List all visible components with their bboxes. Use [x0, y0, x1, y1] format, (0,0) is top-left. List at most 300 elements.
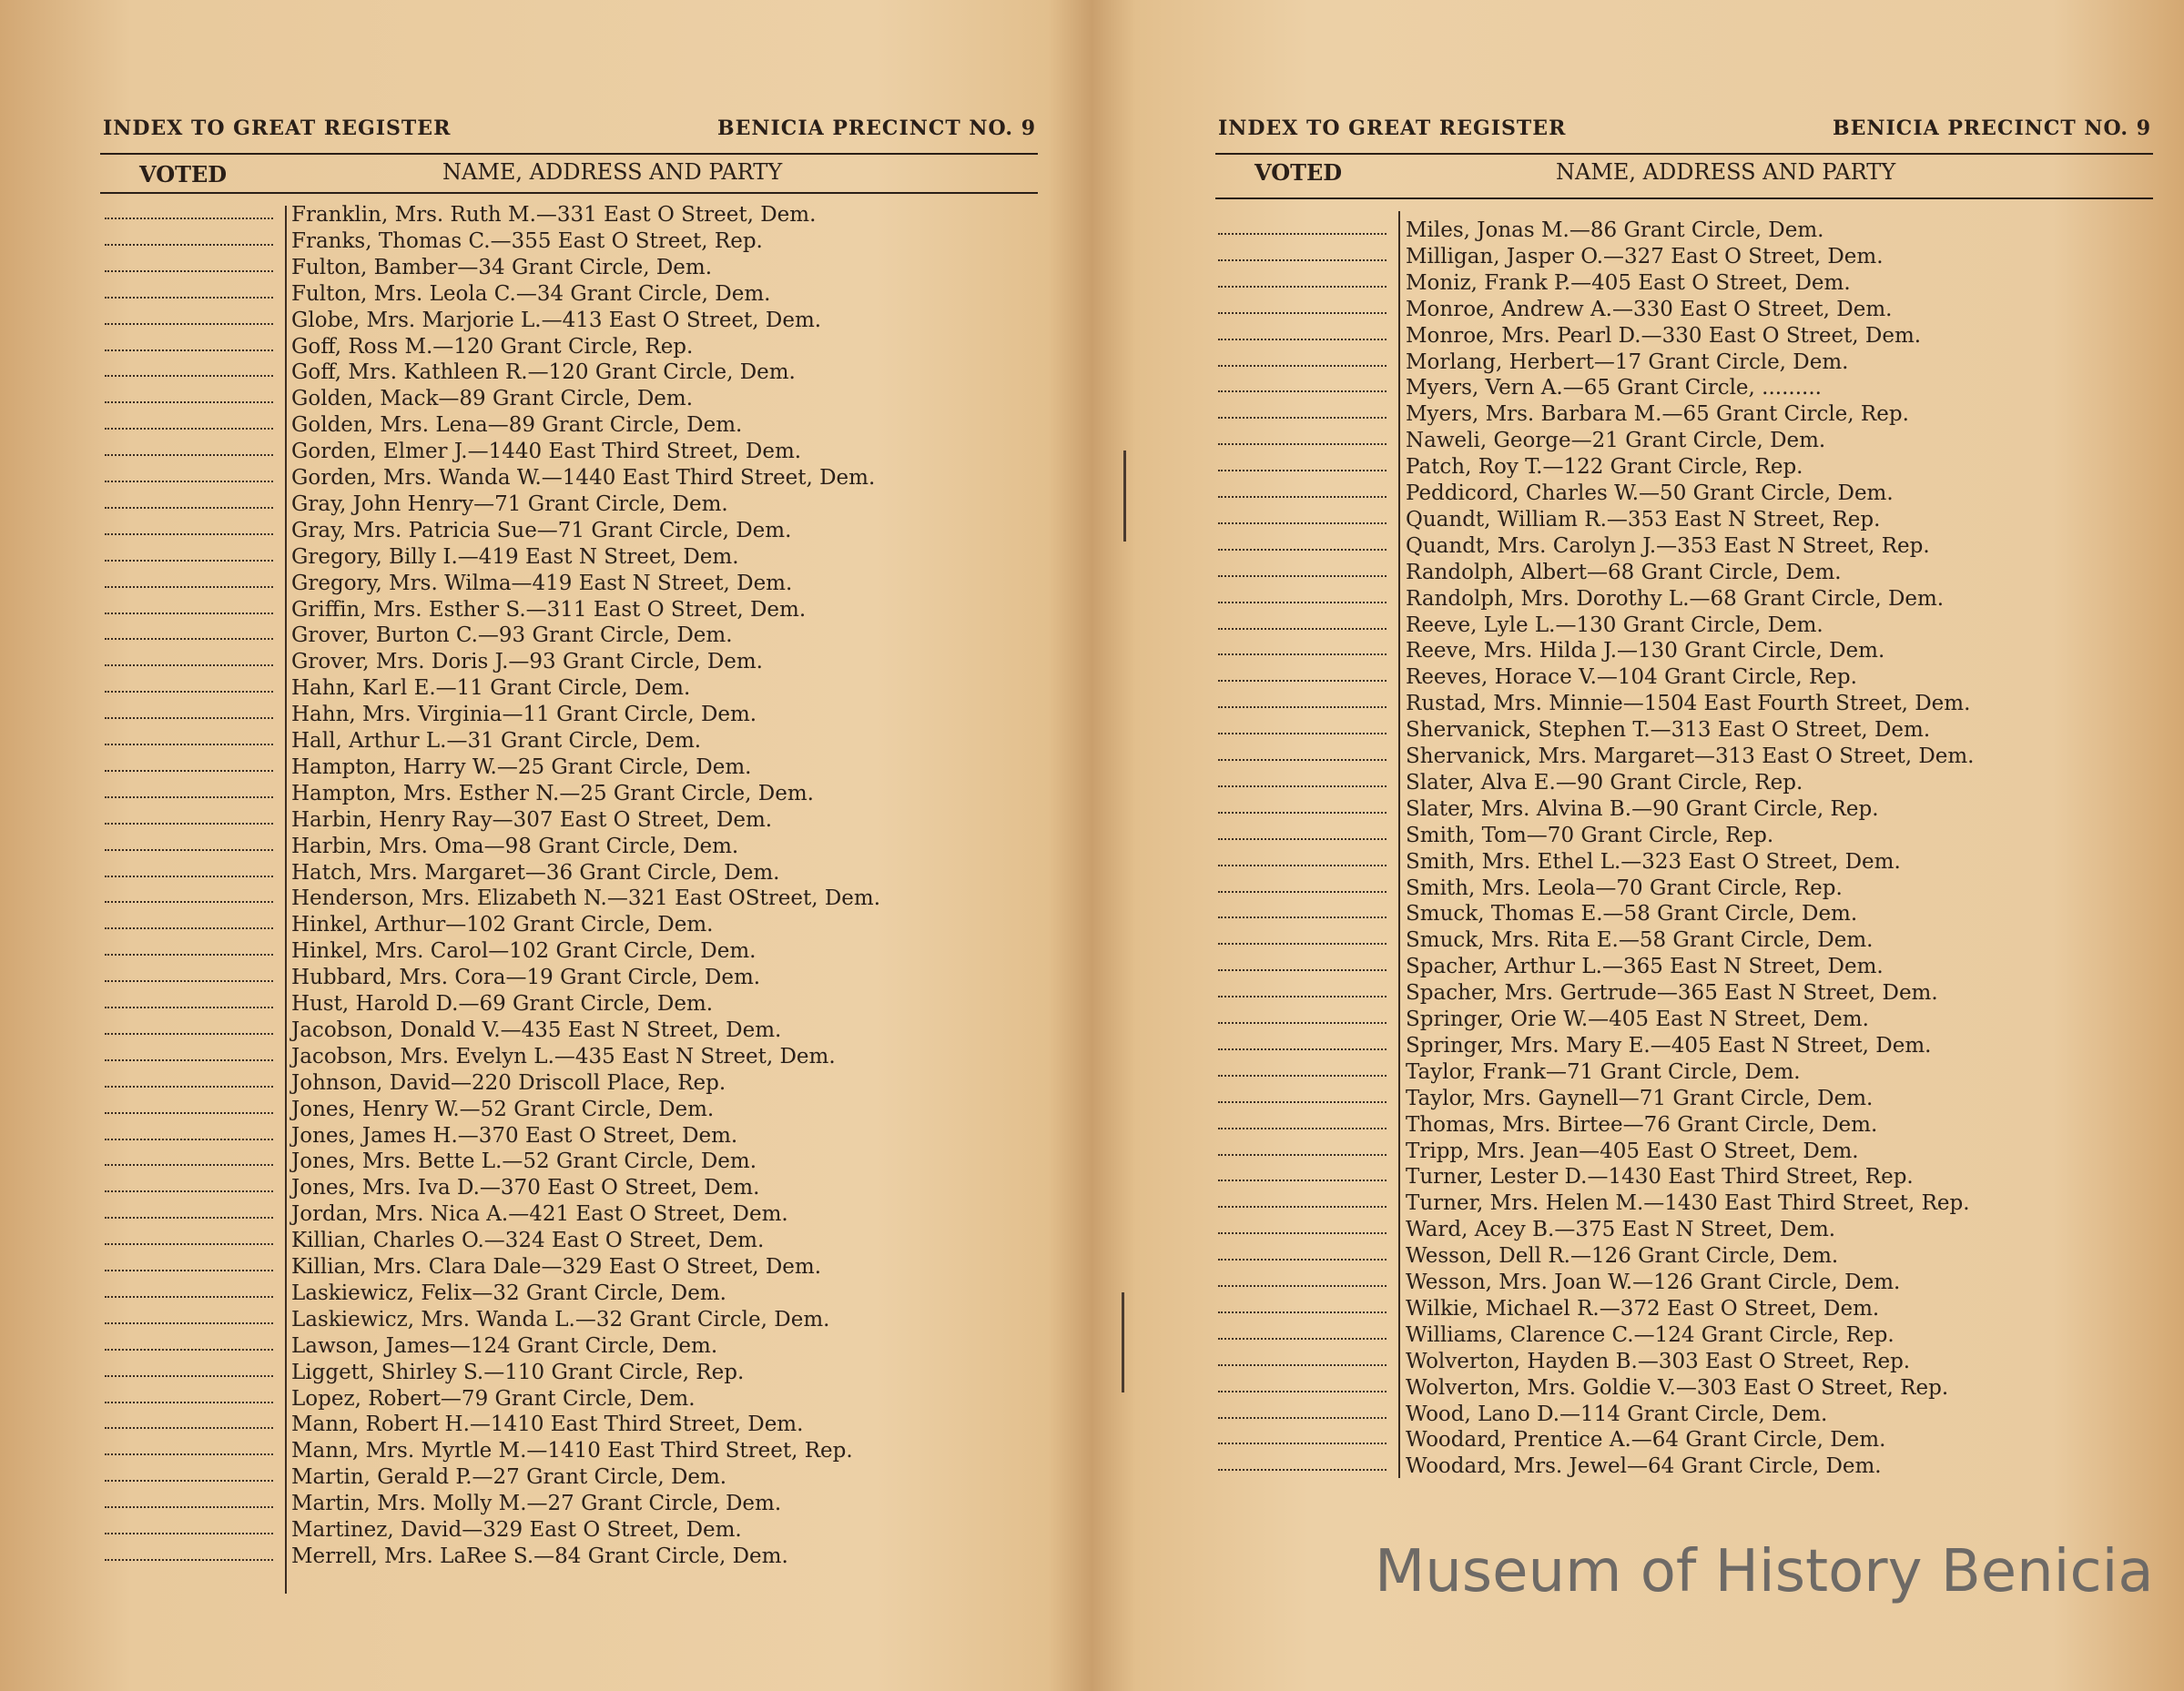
list-item: [1092, 560, 1912, 586]
voted-checkline: [1218, 1048, 1387, 1050]
voted-checkline: [1218, 1391, 1387, 1392]
right-page: [1092, 0, 2184, 1691]
voted-checkline: [1218, 549, 1387, 551]
voter-entry: Milligan, Jasper O.—327 East O Street, Dem.: [1406, 244, 1884, 268]
voted-checkline: [105, 1217, 273, 1219]
list-item: [0, 1360, 819, 1386]
voter-entry: Morlang, Herbert—17 Grant Circle, Dem.: [1406, 349, 1849, 374]
voter-entry: Wolverton, Hayden B.—303 East O Street, Rep.: [1406, 1349, 1911, 1373]
voted-checkline: [1218, 1206, 1387, 1208]
voted-checkline: [105, 1243, 273, 1245]
voted-checkline: [105, 823, 273, 825]
list-item: [1092, 297, 1912, 323]
list-item: [0, 1018, 819, 1044]
voter-entry: Hahn, Karl E.—11 Grant Circle, Dem.: [291, 676, 691, 701]
voted-checkline: [1218, 339, 1387, 340]
voted-checkline: [105, 638, 273, 640]
voter-entry: Randolph, Albert—68 Grant Circle, Dem.: [1406, 560, 1842, 584]
voter-entry: Martinez, David—329 East O Street, Dem.: [291, 1518, 742, 1542]
list-item: [0, 1333, 819, 1360]
list-item: [0, 1254, 822, 1281]
voted-checkline: [1218, 259, 1387, 261]
list-item: [0, 202, 819, 228]
binding-stitch-bottom: [1122, 1292, 1124, 1392]
voter-entry: Reeves, Horace V.—104 Grant Circle, Rep.: [1406, 665, 1857, 690]
voted-checkline: [105, 770, 273, 772]
voted-checkline: [105, 1349, 273, 1351]
voter-entry: Globe, Mrs. Marjorie L.—413 East O Street, Dem.: [291, 308, 822, 332]
voted-checkline: [105, 1112, 273, 1114]
voter-entry: Gray, John Henry—71 Grant Circle, Dem.: [291, 491, 728, 516]
voter-entry: Thomas, Mrs. Birtee—76 Grant Circle, Dem.: [1406, 1112, 1878, 1137]
list-item: [1092, 507, 1912, 533]
voted-checkline: [1218, 1417, 1387, 1419]
voter-entry: Martin, Gerald P.—27 Grant Circle, Dem.: [291, 1465, 727, 1490]
list-item: [0, 781, 819, 807]
voter-entry: Martin, Mrs. Molly M.—27 Grant Circle, Dem.: [291, 1492, 782, 1516]
list-item: [1092, 1059, 1912, 1086]
voter-entry: Taylor, Frank—71 Grant Circle, Dem.: [1406, 1059, 1801, 1084]
list-item: [0, 649, 819, 675]
voted-checkline: [105, 401, 273, 403]
voted-checkline: [1218, 496, 1387, 498]
voted-checkline: [105, 1190, 273, 1192]
list-item: [0, 1044, 836, 1070]
list-item: [0, 912, 819, 938]
voter-entry: Hatch, Mrs. Margaret—36 Grant Circle, Dem.: [291, 860, 780, 885]
voted-checkline: [1218, 996, 1387, 997]
list-item: [1092, 1427, 1912, 1453]
voted-checkline: [1218, 653, 1387, 655]
voter-entry: Johnson, David—220 Driscoll Place, Rep.: [291, 1070, 726, 1095]
voted-checkline: [105, 1139, 273, 1140]
voted-checkline: [1218, 759, 1387, 761]
list-item: [1092, 428, 1912, 454]
left-header-precinct: BENICIA PRECINCT NO. 9: [717, 116, 1036, 140]
voted-checkline: [105, 691, 273, 693]
right-colhead-rule: [1215, 197, 2153, 199]
voter-entry: Woodard, Prentice A.—64 Grant Circle, Dem.: [1406, 1428, 1886, 1453]
voted-checkline: [105, 1533, 273, 1534]
voter-entry: Smith, Mrs. Ethel L.—323 East O Street, Dem.: [1406, 849, 1901, 874]
list-item: [0, 1307, 830, 1333]
voted-checkline: [1218, 838, 1387, 840]
voted-checkline: [105, 1007, 273, 1008]
voter-entry: Hampton, Harry W.—25 Grant Circle, Dem.: [291, 754, 752, 779]
voted-checkline: [105, 560, 273, 562]
voter-entry: Hust, Harold D.—69 Grant Circle, Dem.: [291, 992, 714, 1016]
voted-checkline: [1218, 865, 1387, 866]
voter-entry: Grover, Burton C.—93 Grant Circle, Dem.: [291, 623, 733, 648]
voter-entry: Harbin, Henry Ray—307 East O Street, Dem.: [291, 807, 773, 832]
list-item: [0, 1438, 853, 1464]
voter-entry: Hinkel, Mrs. Carol—102 Grant Circle, Dem.: [291, 939, 757, 964]
list-item: [1092, 401, 1912, 428]
list-item: [1092, 744, 1975, 770]
list-item: [0, 675, 819, 702]
voted-checkline: [105, 901, 273, 903]
voted-checkline: [105, 270, 273, 272]
voted-checkline: [105, 1164, 273, 1166]
left-header-rule: [100, 153, 1038, 155]
voter-entry: Franks, Thomas C.—355 East O Street, Rep.: [291, 228, 763, 253]
voted-checkline: [1218, 1180, 1387, 1181]
voted-checkline: [105, 297, 273, 299]
list-item: [1092, 1086, 1912, 1112]
list-item: [0, 412, 819, 439]
list-item: [1092, 638, 1912, 664]
voter-entry: Hampton, Mrs. Esther N.—25 Grant Circle, Dem.: [291, 781, 814, 805]
right-col-voted: VOTED: [1255, 159, 1343, 186]
list-item: [0, 1149, 819, 1175]
voter-entry: Fulton, Bamber—34 Grant Circle, Dem.: [291, 255, 713, 279]
voter-entry: Randolph, Mrs. Dorothy L.—68 Grant Circle, Dem.: [1406, 586, 1945, 611]
voter-entry: Hinkel, Arthur—102 Grant Circle, Dem.: [291, 913, 714, 937]
list-item: [0, 834, 819, 860]
voted-checkline: [105, 613, 273, 614]
voted-checkline: [1218, 1154, 1387, 1156]
voter-entry: Monroe, Mrs. Pearl D.—330 East O Street, Dem.: [1406, 323, 1922, 348]
list-item: [1092, 717, 1931, 744]
voter-entry: Mann, Robert H.—1410 East Third Street, Dem.: [291, 1413, 804, 1437]
voter-entry: Turner, Mrs. Helen M.—1430 East Third Street, Rep.: [1406, 1191, 1970, 1216]
voter-entry: Taylor, Mrs. Gaynell—71 Grant Circle, Dem.: [1406, 1086, 1874, 1110]
voted-checkline: [1218, 522, 1387, 524]
list-item: [1092, 1453, 1912, 1480]
list-item: [0, 1123, 819, 1149]
left-colhead-rule: [100, 192, 1038, 194]
list-item: [0, 991, 819, 1018]
voted-checkline: [1218, 575, 1387, 577]
voter-entry: Laskiewicz, Mrs. Wanda L.—32 Grant Circle, Dem.: [291, 1307, 830, 1332]
list-item: [0, 439, 819, 465]
list-item: [1092, 1243, 1912, 1270]
voted-checkline: [1218, 1285, 1387, 1287]
list-item: [0, 1517, 819, 1544]
list-item: [1092, 1007, 1912, 1033]
voter-entry: Spacher, Arthur L.—365 East N Street, Dem.: [1406, 955, 1884, 979]
voter-entry: Smuck, Mrs. Rita E.—58 Grant Circle, Dem.: [1406, 928, 1874, 953]
voter-entry: Mann, Mrs. Myrtle M.—1410 East Third Street, Rep.: [291, 1439, 853, 1463]
voter-entry: Shervanick, Stephen T.—313 East O Street, Dem.: [1406, 718, 1931, 743]
list-item: [1092, 586, 1945, 613]
list-item: [1092, 454, 1912, 481]
list-item: [1092, 796, 1912, 823]
voted-checkline: [105, 507, 273, 509]
list-item: [1092, 1164, 1912, 1190]
voted-checkline: [1218, 891, 1387, 893]
left-col-voted: VOTED: [139, 161, 228, 187]
list-item: [0, 571, 819, 597]
list-item: [0, 728, 819, 754]
list-item: [1092, 244, 1912, 270]
voted-checkline: [1218, 733, 1387, 734]
voter-entry: Jacobson, Mrs. Evelyn L.—435 East N Street, Dem.: [291, 1044, 836, 1068]
voter-entry: Liggett, Shirley S.—110 Grant Circle, Rep.: [291, 1360, 745, 1384]
list-item: [0, 965, 819, 991]
list-item: [0, 1544, 819, 1570]
voted-checkline: [1218, 470, 1387, 471]
voter-entry: Springer, Orie W.—405 East N Street, Dem.: [1406, 1008, 1869, 1031]
list-item: [0, 860, 819, 886]
voted-checkline: [105, 664, 273, 666]
list-item: [0, 228, 819, 255]
list-item: [1092, 1033, 1932, 1059]
voted-checkline: [105, 375, 273, 377]
voted-checkline: [105, 1480, 273, 1482]
voter-entry: Turner, Lester D.—1430 East Third Street, Rep.: [1406, 1165, 1914, 1190]
voter-entry: Quandt, Mrs. Carolyn J.—353 East N Street, Rep.: [1406, 533, 1930, 558]
voter-entry: Henderson, Mrs. Elizabeth N.—321 East OStreet, Dem.: [291, 886, 881, 911]
list-item: [1092, 270, 1912, 297]
voted-checkline: [105, 744, 273, 745]
voted-checkline: [105, 454, 273, 456]
list-item: [1092, 613, 1912, 639]
list-item: [0, 1228, 819, 1254]
voter-entry: Laskiewicz, Felix—32 Grant Circle, Dem.: [291, 1281, 726, 1305]
list-item: [0, 1491, 819, 1517]
voter-entry: Ward, Acey B.—375 East N Street, Dem.: [1406, 1218, 1836, 1242]
voted-checkline: [1218, 1101, 1387, 1103]
list-item: [0, 1201, 819, 1228]
voter-entry: Moniz, Frank P.—405 East O Street, Dem.: [1406, 270, 1851, 295]
voted-checkline: [1218, 969, 1387, 971]
list-item: [0, 623, 819, 649]
voted-checkline: [105, 954, 273, 956]
list-item: [0, 1070, 819, 1097]
voted-checkline: [105, 1033, 273, 1035]
right-header-rule: [1215, 153, 2153, 155]
voted-checkline: [105, 218, 273, 219]
voted-checkline: [105, 428, 273, 430]
list-item: [1092, 901, 1912, 927]
list-item: [0, 359, 819, 386]
voted-checkline: [1218, 417, 1387, 419]
voter-entry: Monroe, Andrew A.—330 East O Street, Dem.: [1406, 297, 1893, 321]
voter-entry: Jones, Mrs. Iva D.—370 East O Street, Dem.: [291, 1176, 760, 1200]
voter-entry: Gray, Mrs. Patricia Sue—71 Grant Circle, Dem.: [291, 518, 792, 542]
voter-entry: Jones, James H.—370 East O Street, Dem.: [291, 1123, 738, 1148]
voter-entry: Woodard, Mrs. Jewel—64 Grant Circle, Dem.: [1406, 1454, 1882, 1479]
voted-checkline: [105, 1453, 273, 1455]
voter-entry: Slater, Mrs. Alvina B.—90 Grant Circle, Rep.: [1406, 796, 1879, 821]
list-item: [1092, 691, 1971, 717]
list-item: [1092, 1139, 1912, 1165]
right-header-title: INDEX TO GREAT REGISTER: [1218, 116, 1567, 140]
voter-entry: Killian, Charles O.—324 East O Street, Dem.: [291, 1229, 765, 1253]
voter-entry: Smith, Tom—70 Grant Circle, Rep.: [1406, 823, 1774, 847]
list-item: [0, 702, 819, 728]
voted-checkline: [1218, 233, 1387, 235]
voted-checkline: [1218, 943, 1387, 945]
voted-checkline: [1218, 390, 1387, 392]
voter-entry: Slater, Alva E.—90 Grant Circle, Rep.: [1406, 770, 1803, 795]
voter-entry: Jacobson, Donald V.—435 East N Street, Dem.: [291, 1018, 782, 1042]
voted-checkline: [1218, 785, 1387, 787]
voter-entry: Jones, Mrs. Bette L.—52 Grant Circle, Dem.: [291, 1149, 757, 1174]
voter-entry: Wesson, Mrs. Joan W.—126 Grant Circle, Dem.: [1406, 1271, 1901, 1294]
list-item: [0, 308, 822, 334]
voted-checkline: [105, 349, 273, 351]
voter-entry: Patch, Roy T.—122 Grant Circle, Rep.: [1406, 455, 1803, 480]
voter-entry: Jordan, Mrs. Nica A.—421 East O Street, Dem.: [291, 1202, 788, 1227]
voter-entry: Gorden, Elmer J.—1440 East Third Street, Dem.: [291, 440, 802, 464]
voted-checkline: [1218, 312, 1387, 314]
list-item: [0, 1281, 819, 1307]
voted-checkline: [105, 1059, 273, 1061]
list-item: [1092, 954, 1912, 980]
list-item: [1092, 349, 1912, 376]
voted-checkline: [105, 1322, 273, 1324]
list-item: [0, 465, 876, 491]
list-item: [0, 518, 819, 544]
voter-entry: Lopez, Robert—79 Grant Circle, Dem.: [291, 1386, 696, 1411]
voted-checkline: [1218, 1469, 1387, 1471]
voter-entry: Griffin, Mrs. Esther S.—311 East O Street, Dem.: [291, 597, 807, 622]
list-item: [1092, 849, 1912, 876]
voted-checkline: [1218, 1364, 1387, 1366]
voted-checkline: [105, 1402, 273, 1403]
voted-checkline: [105, 1375, 273, 1377]
right-page-header: [1218, 116, 2151, 147]
list-item: [1092, 876, 1912, 902]
voter-entry: Naweli, George—21 Grant Circle, Dem.: [1406, 429, 1826, 453]
voter-entry: Gorden, Mrs. Wanda W.—1440 East Third Street, Dem.: [291, 466, 876, 490]
voted-checkline: [1218, 1022, 1387, 1024]
list-item: [1092, 375, 1912, 401]
voter-entry: Reeve, Lyle L.—130 Grant Circle, Dem.: [1406, 613, 1823, 637]
list-item: [0, 1464, 819, 1491]
list-item: [1092, 1217, 1912, 1243]
voter-entry: Golden, Mack—89 Grant Circle, Dem.: [291, 387, 694, 411]
voted-checkline: [105, 244, 273, 246]
voted-checkline: [105, 1086, 273, 1088]
voter-entry: Tripp, Mrs. Jean—405 East O Street, Dem.: [1406, 1139, 1859, 1163]
voter-entry: Quandt, William R.—353 East N Street, Rep.: [1406, 507, 1881, 532]
voter-entry: Merrell, Mrs. LaRee S.—84 Grant Circle, Dem.: [291, 1544, 788, 1568]
list-item: [1092, 1270, 1912, 1296]
list-item: [0, 1175, 819, 1201]
voted-checkline: [1218, 1128, 1387, 1129]
voter-entry: Springer, Mrs. Mary E.—405 East N Street, Dem.: [1406, 1033, 1932, 1058]
list-item: [1092, 823, 1912, 849]
voter-entry: Hall, Arthur L.—31 Grant Circle, Dem.: [291, 729, 702, 753]
list-item: [1092, 1402, 1912, 1428]
voter-entry: Golden, Mrs. Lena—89 Grant Circle, Dem.: [291, 413, 743, 438]
voted-checkline: [105, 481, 273, 482]
voted-checkline: [1218, 706, 1387, 708]
list-item: [1092, 1112, 1912, 1139]
list-item: [0, 544, 819, 571]
list-item: [1092, 481, 1912, 507]
voted-checkline: [1218, 1075, 1387, 1077]
right-col-name: NAME, ADDRESS AND PARTY: [1556, 159, 1896, 185]
voted-checkline: [105, 1559, 273, 1561]
voter-entry: Spacher, Mrs. Gertrude—365 East N Street, Dem.: [1406, 981, 1938, 1006]
list-item: [0, 1097, 819, 1123]
voter-entry: Goff, Ross M.—120 Grant Circle, Rep.: [291, 334, 694, 359]
voted-checkline: [1218, 1338, 1387, 1340]
voted-checkline: [1218, 365, 1387, 367]
voted-checkline: [105, 1296, 273, 1298]
voted-checkline: [105, 849, 273, 851]
voted-checkline: [1218, 1259, 1387, 1261]
list-item: [0, 255, 819, 281]
voter-entry: Williams, Clarence C.—124 Grant Circle, Rep.: [1406, 1322, 1894, 1347]
list-item: [1092, 1190, 1970, 1217]
right-header-precinct: BENICIA PRECINCT NO. 9: [1833, 116, 2151, 140]
list-item: [1092, 927, 1912, 954]
voter-entry: Smith, Mrs. Leola—70 Grant Circle, Rep.: [1406, 876, 1843, 900]
voter-entry: Myers, Mrs. Barbara M.—65 Grant Circle, Rep.: [1406, 402, 1909, 427]
voter-entry: Lawson, James—124 Grant Circle, Dem.: [291, 1333, 718, 1358]
voter-entry: Shervanick, Mrs. Margaret—313 East O Street, Dem.: [1406, 744, 1975, 768]
voter-entry: Reeve, Mrs. Hilda J.—130 Grant Circle, Dem.: [1406, 639, 1885, 663]
list-item: [1092, 323, 1922, 349]
list-item: [1092, 980, 1938, 1007]
voted-checkline: [105, 1506, 273, 1508]
list-item: [0, 1386, 819, 1413]
voted-checkline: [105, 876, 273, 877]
list-item: [0, 334, 819, 360]
voted-checkline: [1218, 628, 1387, 630]
voter-entry: Wolverton, Mrs. Goldie V.—303 East O Street, Rep.: [1406, 1375, 1949, 1400]
list-item: [0, 1412, 819, 1438]
left-page-header: [103, 116, 1036, 147]
voted-checkline: [105, 533, 273, 535]
list-item: [1092, 1349, 1912, 1375]
voter-entry: Harbin, Mrs. Oma—98 Grant Circle, Dem.: [291, 834, 739, 858]
voter-entry: Franklin, Mrs. Ruth M.—331 East O Street, Dem.: [291, 203, 817, 227]
list-item: [0, 491, 819, 518]
voter-entry: Miles, Jonas M.—86 Grant Circle, Dem.: [1406, 218, 1824, 242]
museum-watermark: Museum of History Benicia: [1375, 1538, 2154, 1605]
voted-checkline: [1218, 1311, 1387, 1313]
left-header-title: INDEX TO GREAT REGISTER: [103, 116, 452, 140]
left-col-name: NAME, ADDRESS AND PARTY: [442, 159, 783, 185]
list-item: [1092, 533, 1930, 560]
voted-checkline: [1218, 1232, 1387, 1234]
voter-entry: Smuck, Thomas E.—58 Grant Circle, Dem.: [1406, 902, 1858, 927]
voter-entry: Hahn, Mrs. Virginia—11 Grant Circle, Dem.: [291, 703, 757, 727]
voter-entry: Jones, Henry W.—52 Grant Circle, Dem.: [291, 1097, 715, 1121]
voted-checkline: [105, 586, 273, 588]
list-item: [0, 886, 881, 912]
voter-entry: Gregory, Mrs. Wilma—419 East N Street, Dem.: [291, 571, 793, 595]
list-item: [0, 386, 819, 412]
voted-checkline: [1218, 443, 1387, 445]
list-item: [0, 281, 819, 308]
voter-entry: Goff, Mrs. Kathleen R.—120 Grant Circle, Dem.: [291, 360, 796, 385]
voted-checkline: [105, 980, 273, 982]
voted-checkline: [105, 323, 273, 325]
voted-checkline: [105, 1427, 273, 1429]
voted-checkline: [105, 796, 273, 798]
voted-checkline: [1218, 1443, 1387, 1444]
list-item: [1092, 770, 1912, 796]
voter-entry: Wilkie, Michael R.—372 East O Street, Dem.: [1406, 1296, 1880, 1321]
voter-entry: Gregory, Billy I.—419 East N Street, Dem.: [291, 544, 739, 569]
voter-entry: Wood, Lano D.—114 Grant Circle, Dem.: [1406, 1402, 1828, 1426]
voted-checkline: [1218, 916, 1387, 918]
voted-checkline: [105, 1270, 273, 1271]
voter-entry: Wesson, Dell R.—126 Grant Circle, Dem.: [1406, 1244, 1839, 1269]
binding-stitch-top: [1123, 451, 1126, 542]
list-item: [1092, 664, 1912, 691]
voter-entry: Fulton, Mrs. Leola C.—34 Grant Circle, Dem.: [291, 281, 771, 306]
voted-checkline: [1218, 812, 1387, 814]
voted-checkline: [1218, 286, 1387, 288]
